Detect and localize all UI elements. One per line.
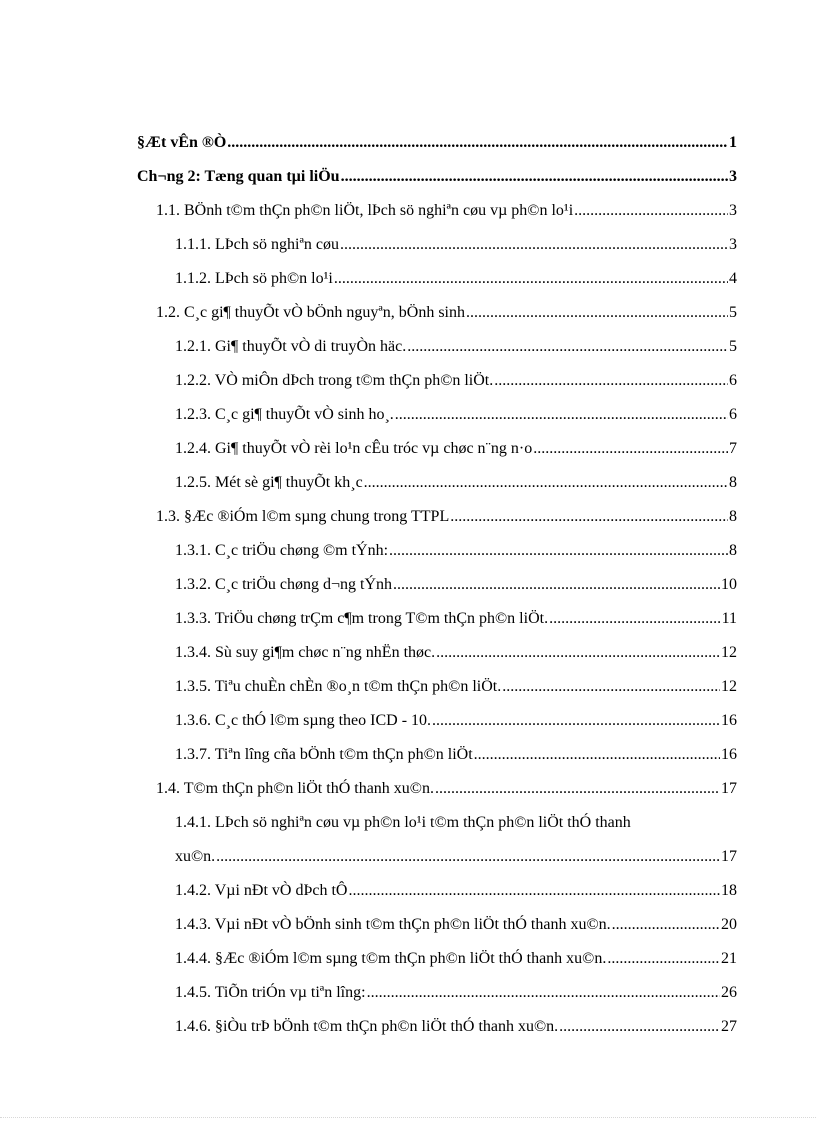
toc-entry-label: 1.2.4. Gi¶ thuyÕt vÒ rèi lo¹n cÊu tróc vµ chøc n¨ng n·o [175,440,533,457]
toc-entry-label: xu©n. [175,848,216,865]
toc-entry-label: §Æt vÊn ®Ò [137,134,227,151]
toc-entry-label: 1.4.2. Vµi nÐt vÒ dÞch tÔ [175,882,348,899]
toc-entry-label: Ch¬ng 2: Tæng quan tµi liÖu [137,168,340,185]
toc-dot-leader [466,296,728,330]
toc-entry[interactable] [0,364,737,398]
toc-entry[interactable] [0,772,737,806]
toc-page-number: 20 [721,916,737,933]
toc-dot-leader [367,976,720,1010]
toc-page-number: 17 [721,848,737,865]
toc-dot-leader [549,602,721,636]
toc-entry[interactable] [0,738,737,772]
toc-entry-label: 1.4.3. Vµi nÐt vÒ bÖnh sinh t©m thÇn ph©n liÖt thÓ thanh xu©n. [175,916,611,933]
toc-entry[interactable] [0,534,737,568]
toc-page-number: 27 [721,1018,737,1035]
toc-page-number: 5 [729,304,737,321]
toc-dot-leader [340,228,728,262]
toc-entry-label: 1.3.4. Sù suy gi¶m chøc n¨ng nhËn thøc. [175,644,436,661]
toc-entry[interactable] [0,500,737,534]
toc-list [0,126,737,1044]
toc-entry-label: 1.4.5. TiÕn triÓn vµ tiªn lîng: [175,984,366,1001]
toc-dot-leader [612,908,720,942]
toc-entry-label: 1.2.3. C¸c gi¶ thuyÕt vÒ sinh ho¸. [175,406,394,423]
toc-entry[interactable] [0,398,737,432]
toc-page-number: 10 [721,576,737,593]
toc-page-number: 3 [729,202,737,219]
toc-entry-label: 1.2.5. Mét sè gi¶ thuyÕt kh¸c [175,474,363,491]
toc-entry[interactable] [0,432,737,466]
toc-dot-leader [533,432,728,466]
toc-page-number: 3 [729,168,737,185]
toc-entry-label: 1.4.6. §iÒu trÞ bÖnh t©m thÇn ph©n liÖt thÓ thanh xu©n. [175,1018,559,1035]
toc-dot-leader [450,500,728,534]
toc-page-number: 12 [721,678,737,695]
toc-dot-leader [407,330,728,364]
toc-page-number: 8 [729,474,737,491]
toc-entry-label: 1.2. C¸c gi¶ thuyÕt vÒ bÖnh nguyªn, bÖnh sinh [156,304,465,321]
toc-entry-label: 1.1. BÖnh t©m thÇn ph©n liÖt, lÞch sö nghiªn cøu vµ ph©n lo¹i [156,202,574,219]
toc-dot-leader [502,670,720,704]
toc-entry[interactable] [0,466,737,500]
toc-entry-label: 1.4.4. §Æc ®iÓm l©m sµng t©m thÇn ph©n liÖt thÓ thanh xu©n. [175,950,607,967]
toc-entry-label: 1.3.5. Tiªu chuÈn chÈn ®o¸n t©m thÇn ph©n liÖt. [175,678,502,695]
toc-entry-label: 1.3.6. C¸c thÓ l©m sµng theo ICD - 10. [175,712,432,729]
toc-entry[interactable] [0,262,737,296]
toc-entry-label: 1.1.1. LÞch sö nghiªn cøu [175,236,339,253]
toc-dot-leader [393,568,720,602]
toc-entry[interactable] [0,908,737,942]
toc-dot-leader [607,942,720,976]
toc-entry[interactable] [0,330,737,364]
toc-page-number: 12 [721,644,737,661]
toc-dot-leader [494,364,728,398]
toc-dot-leader [216,840,720,874]
toc-page-number: 5 [729,338,737,355]
toc-dot-leader [436,636,720,670]
toc-page-number: 7 [729,440,737,457]
page-bottom-divider [0,1117,816,1118]
toc-page-number: 18 [721,882,737,899]
toc-dot-leader [334,262,728,296]
toc-entry[interactable] [0,160,737,194]
toc-page-number: 4 [729,270,737,287]
toc-page-number: 16 [721,746,737,763]
toc-entry[interactable] [0,228,737,262]
toc-dot-leader [432,704,720,738]
toc-entry-label: 1.2.1. Gi¶ thuyÕt vÒ di truyÒn häc. [175,338,407,355]
toc-entry[interactable] [0,840,737,874]
toc-dot-leader [389,534,728,568]
toc-entry[interactable] [0,806,737,840]
toc-entry-label: 1.3.7. Tiªn lîng cña bÖnh t©m thÇn ph©n liÖt [175,746,473,763]
toc-entry[interactable] [0,602,737,636]
toc-entry-label: 1.3.3. TriÖu chøng trÇm c¶m trong T©m thÇn ph©n liÖt. [175,610,549,627]
toc-entry[interactable] [0,296,737,330]
toc-page-number: 26 [721,984,737,1001]
toc-page-number: 6 [729,372,737,389]
toc-entry[interactable] [0,1010,737,1044]
toc-page-number: 1 [729,134,737,151]
toc-dot-leader [348,874,720,908]
toc-entry[interactable] [0,126,737,160]
toc-page-number: 3 [729,236,737,253]
toc-entry-label: 1.3.2. C¸c triÖu chøng d¬ng tÝnh [175,576,392,593]
toc-page-number: 17 [721,780,737,797]
toc-dot-leader [559,1010,720,1044]
toc-entry-label: 1.4.1. LÞch sö nghiªn cøu vµ ph©n lo¹i t©m thÇn ph©n liÖt thÓ thanh [175,814,631,831]
table-of-contents [0,126,816,1044]
toc-page-number: 8 [729,542,737,559]
toc-entry-label: 1.3.1. C¸c triÖu chøng ©m tÝnh: [175,542,389,559]
toc-entry-label: 1.2.2. VÒ miÔn dÞch trong t©m thÇn ph©n liÖt. [175,372,494,389]
toc-dot-leader [474,738,720,772]
toc-dot-leader [364,466,728,500]
toc-entry[interactable] [0,976,737,1010]
toc-page-number: 8 [729,508,737,525]
toc-entry[interactable] [0,874,737,908]
toc-entry[interactable] [0,704,737,738]
toc-page-number: 6 [729,406,737,423]
toc-dot-leader [227,126,728,160]
toc-dot-leader [574,194,728,228]
toc-entry[interactable] [0,568,737,602]
toc-entry-label: 1.3. §Æc ®iÓm l©m sµng chung trong TTPL [156,508,450,525]
toc-entry[interactable] [0,670,737,704]
toc-page-number: 16 [721,712,737,729]
toc-dot-leader [435,772,720,806]
toc-dot-leader [395,398,728,432]
toc-entry-label: 1.1.2. LÞch sö ph©n lo¹i [175,270,333,287]
toc-page-number: 11 [721,610,737,627]
toc-page-number: 21 [721,950,737,967]
toc-dot-leader [341,160,728,194]
toc-entry[interactable] [0,942,737,976]
toc-entry[interactable] [0,194,737,228]
toc-entry-label: 1.4. T©m thÇn ph©n liÖt thÓ thanh xu©n. [156,780,434,797]
toc-entry[interactable] [0,636,737,670]
